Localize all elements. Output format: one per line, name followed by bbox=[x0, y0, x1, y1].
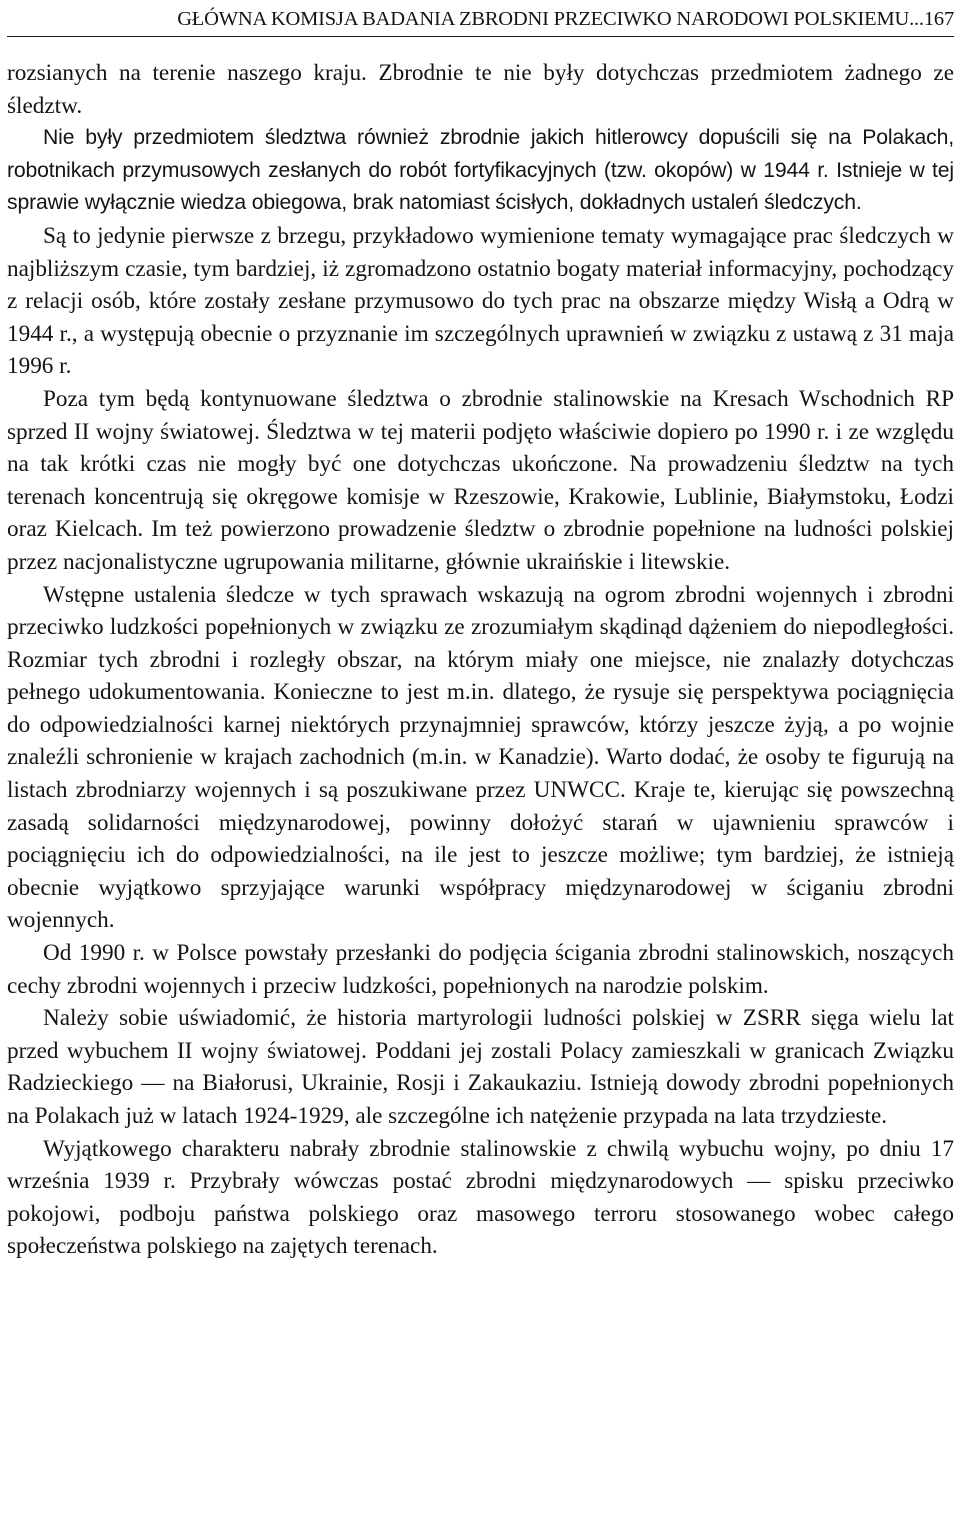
body-text bbox=[7, 57, 954, 1263]
running-header: GŁÓWNA KOMISJA BADANIA ZBRODNI PRZECIWKO NARODOWI POLSKIEMU...167 bbox=[177, 8, 954, 30]
paragraph-6: Od 1990 r. w Polsce powstały przesłanki do podjęcia ścigania zbrodni stalinowskich, noszących cechy zbrodni wojennych i przeciw ludzkości, popełnionych na narodzie polskim. bbox=[7, 940, 954, 999]
paragraph-3: Są to jedynie pierwsze z brzegu, przykładowo wymienione tematy wymagające prac śledczych w najbliższym czasie, tym bardziej, iż zgromadzono ostatnio bogaty materiał informacyjny, pochodzący z relacji osób, które zostały zesłane przymusowo do tych prac na obszarze między Wisłą a Odrą w 1944 r., a występują obecnie o przyznanie im szczególnych uprawnień w związku z ustawą z 31 maja 1996 r. bbox=[7, 222, 954, 380]
paragraph-8: Wyjątkowego charakteru nabrały zbrodnie stalinowskie z chwilą wybuchu wojny, po dniu 17 września 1939 r. Przybrały wówczas postać zbrodni międzynarodowych — spisku przeciwko pokojowi, podboju państwa polskiego oraz masowego terroru stosowanego wobec całego społeczeństwa polskiego na zajętych terenach. bbox=[7, 1135, 954, 1260]
paragraph-1: rozsianych na terenie naszego kraju. Zbrodnie te nie były dotychczas przedmiotem żadnego ze śledztw. bbox=[7, 60, 954, 119]
paragraph-2: Nie były przedmiotem śledztwa również zbrodnie jakich hitlerowcy dopuścili się na Polakach, robotnikach przymusowych zesłanych do robót fortyfikacyjnych (tzw. okopów) w 1944 r. Istnieje w tej sprawie wyłącznie wiedza obiegowa, brak natomiast ścisłych, dokładnych ustaleń śledczych. bbox=[7, 126, 954, 215]
paragraph-4: Poza tym będą kontynuowane śledztwa o zbrodnie stalinowskie na Kresach Wschodnich RP sprzed II wojny światowej. Śledztwa w tej materii podjęto właściwie dopiero po 1990 r. i ze względu na tak krótki czas nie mogły być one dotychczas ukończone. Na prowadzeniu śledztw na tych terenach koncentrują się okręgowe komisje w Rzeszowie, Krakowie, Lublinie, Białymstoku, Łodzi oraz Kielcach. Im też powierzono prowadzenie śledztw o zbrodnie popełnione na ludności polskiej przez nacjonalistyczne ugrupowania militarne, głównie ukraińskie i litewskie. bbox=[7, 385, 954, 575]
paragraph-5: Wstępne ustalenia śledcze w tych sprawach wskazują na ogrom zbrodni wojennych i zbrodni przeciwko ludzkości popełnionych w związku ze zrozumiałym skądinąd dążeniem do niepodległości. Rozmiar tych zbrodni i rozległy obszar, na którym miały one miejsce, nie znalazły dotychczas pełnego udokumentowania. Konieczne to jest m.in. dlatego, że rysuje się perspektywa pociągnięcia do odpowiedzialności karnej niektórych przynajmniej sprawców, którzy jeszcze żyją, a po wojnie znaleźli schronienie w krajach zachodnich (m.in. w Kanadzie). Warto dodać, że osoby te figurują na listach zbrodniarzy wojennych i są poszukiwane przez UNWCC. Kraje te, kierując się powszechną zasadą solidarności międzynarodowej, powinny dołożyć starań w ujawnieniu sprawców i pociągnięciu ich do odpowiedzialności, na ile jest to jeszcze możliwe; tym bardziej, że istnieją obecnie wyjątkowo sprzyjające warunki współpracy międzynarodowej w ściganiu zbrodni wojennych. bbox=[7, 581, 954, 934]
header-rule bbox=[7, 36, 954, 37]
paragraph-7: Należy sobie uświadomić, że historia martyrologii ludności polskiej w ZSRR sięga wielu lat przed wybuchem II wojny światowej. Poddani jej zostali Polacy zamieszkali w granicach Związku Radzieckiego — na Białorusi, Ukrainie, Rosji i Zakaukaziu. Istnieją dowody zbrodni popełnionych na Polakach już w latach 1924-1929, ale szczególne ich natężenie przypada na lata trzydzieste. bbox=[7, 1005, 954, 1129]
